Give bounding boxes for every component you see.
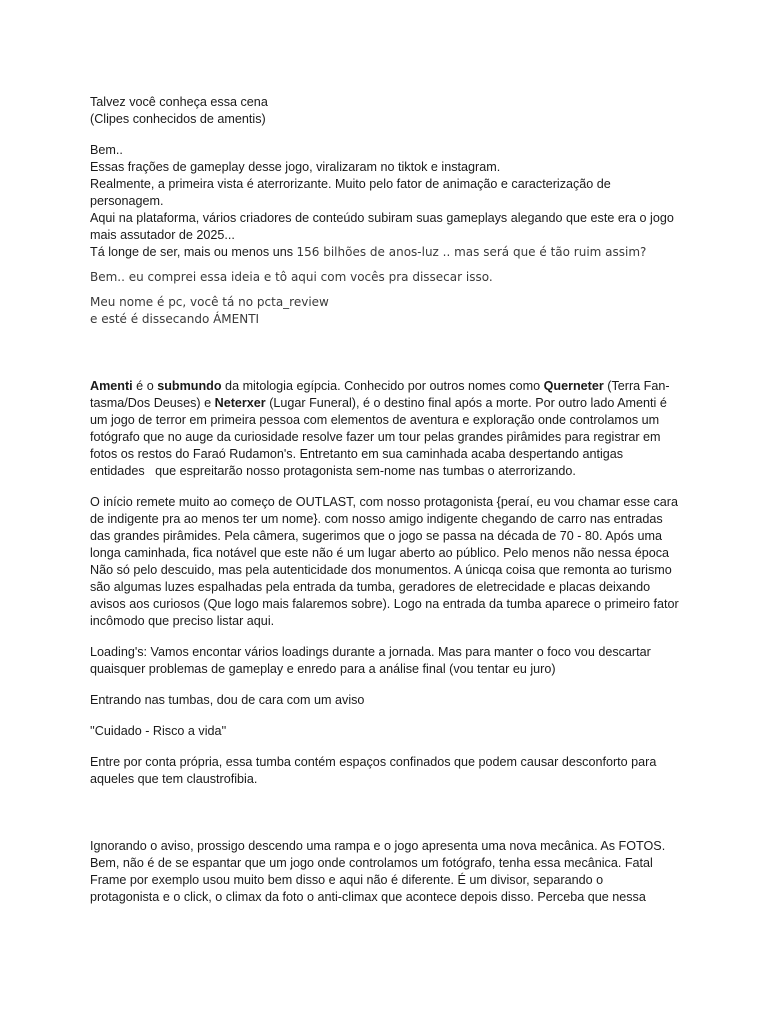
text-line: [90, 244, 680, 261]
text-line: das grandes pirâmides. Pela câmera, sugerimos que o jogo se passa na década de 70 - 80. Após uma: [90, 529, 662, 543]
text-line: mais assutador de 2025...: [90, 228, 235, 242]
text-line: ''Cuidado - Risco a vida'': [90, 724, 227, 738]
text-line: de indigente pra ao menos ter um nome}. com nosso amigo indigente chegando de carro nas entradas: [90, 512, 663, 526]
text-run: tasma/Dos Deuses) e: [90, 396, 215, 410]
bold-term: Neterxer: [214, 396, 266, 410]
text-line: longa caminhada, fica notável que este não é um lugar aberto ao público. Pelo menos não nessa época: [90, 546, 670, 560]
text-line: um jogo de terror em primeira pessoa com elementos de aventura e exploração onde controlamos um: [90, 413, 660, 427]
text-line: são algumas luzes espalhadas pela entrada da tumba, geradores de eletrecidade e placas deixando: [90, 580, 651, 594]
text-line: Ignorando o aviso, prossigo descendo uma rampa e o jogo apresenta uma nova mecânica. As FOTOS.: [90, 839, 666, 853]
intro-line: (Clipes conhecidos de amentis): [90, 112, 266, 126]
text-line: protagonista e o click, o climax da foto o anti-climax que acontece depois disso. Perceba que nessa: [90, 890, 646, 904]
text-run: (Lugar Funeral), é o destino final após a morte. Por outro lado Amenti é: [265, 396, 667, 410]
bold-term: submundo: [157, 379, 222, 393]
document-body: [90, 94, 680, 906]
text-run: 156 bilhões de anos-luz .. mas será que é tão ruim assim?: [296, 245, 647, 259]
text-line: O início remete muito ao começo de OUTLAST, com nosso protagonista {peraí, eu vou chamar esse cara: [90, 495, 678, 509]
bold-term: Querneter: [543, 379, 604, 393]
text-line: quaisquer problemas de gameplay e enredo para a análise final (vou tentar eu juro): [90, 662, 556, 676]
text-line: Bem..: [90, 143, 123, 157]
text-line: [90, 395, 680, 412]
text-line: incômodo que preciso listar aqui.: [90, 614, 275, 628]
text-line: fotógrafo que no auge da curiosidade resolve fazer um tour pelas grandes pirâmides para registrar em: [90, 430, 661, 444]
text-line: Realmente, a primeira vista é aterrorizante. Muito pelo fator de animação e caracterização de: [90, 177, 611, 191]
text-line: Frame por exemplo usou muito bem disso e aqui não é diferente. É um divisor, separando o: [90, 873, 604, 887]
text-line: fotos os restos do Faraó Rudamon's. Entretanto em sua caminhada acaba despertando antigas: [90, 447, 624, 461]
text-line: Não só pelo descuido, mas pela autenticidade dos monumentos. A únicqa coisa que remonta ao turismo: [90, 563, 672, 577]
text-line: entidades que espreitarão nosso protagonista sem-nome nas tumbas o aterrorizando.: [90, 464, 576, 478]
text-run: da mitologia egípcia. Conhecido por outros nomes como: [221, 379, 544, 393]
bold-term: Amenti: [90, 379, 133, 393]
text-line: e esté é dissecando ÁMENTI: [90, 312, 260, 326]
text-line: Essas frações de gameplay desse jogo, viralizaram no tiktok e instagram.: [90, 160, 501, 174]
text-run: (Terra Fan-: [603, 379, 670, 393]
text-line: Meu nome é pc, você tá no pcta_review: [90, 295, 329, 309]
intro-line: Talvez você conheça essa cena: [90, 95, 268, 109]
text-line: Bem, não é de se espantar que um jogo onde controlamos um fotógrafo, tenha essa mecânica. Fatal: [90, 856, 653, 870]
text-line: personagem.: [90, 194, 164, 208]
text-line: Entre por conta própria, essa tumba contém espaços confinados que podem causar desconforto para: [90, 755, 657, 769]
text-line: Loading's: Vamos encontar vários loadings durante a jornada. Mas para manter o foco vou descartar: [90, 645, 651, 659]
text-line: [90, 378, 680, 395]
text-line: avisos aos curiosos (Que logo mais falaremos sobre). Logo na entrada da tumba aparece o primeiro fator: [90, 597, 679, 611]
text-run: Tá longe de ser, mais ou menos uns: [90, 245, 297, 259]
text-line: Bem.. eu comprei essa ideia e tô aqui com vocês pra dissecar isso.: [90, 270, 493, 284]
text-line: Entrando nas tumbas, dou de cara com um aviso: [90, 693, 365, 707]
text-line: Aqui na plataforma, vários criadores de conteúdo subiram suas gameplays alegando que este era o jogo: [90, 211, 674, 225]
text-run: é o: [132, 379, 158, 393]
text-line: aqueles que tem claustrofibia.: [90, 772, 258, 786]
